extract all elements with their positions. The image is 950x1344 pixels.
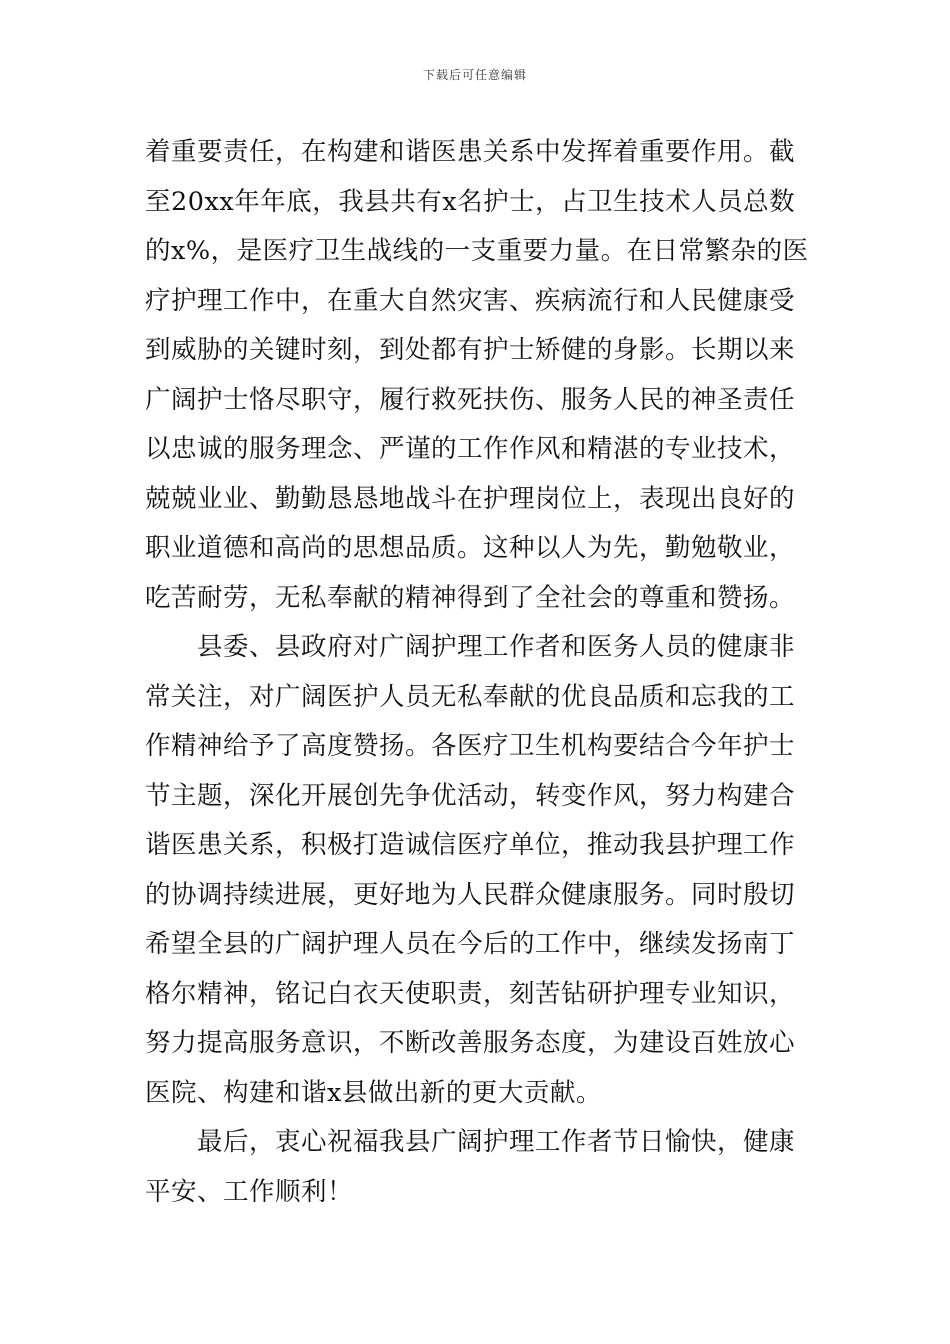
header-note: 下载后可任意编辑: [422, 68, 527, 82]
text-line: 以忠诚的服务理念、严谨的工作作风和精湛的专业技术，: [145, 434, 796, 464]
paragraph-start-line: 县委、县政府对广阔护理工作者和医务人员的健康非: [197, 632, 796, 662]
text-line: 平安、工作顺利！: [145, 1176, 354, 1207]
text-line: 着重要责任，在构建和谐医患关系中发挥着重要作用。截: [145, 137, 796, 167]
text-line: 到威胁的关键时刻，到处都有护士矫健的身影。长期以来: [145, 335, 796, 365]
text-line: 作精神给予了高度赞扬。各医疗卫生机构要结合今年护士: [145, 731, 796, 761]
text-line: 职业道德和高尚的思想品质。这种以人为先，勤勉敬业，: [145, 533, 796, 563]
text-line: 至20xx年年底，我县共有x名护士，占卫生技术人员总数: [145, 186, 796, 217]
text-line: 谐医患关系，积极打造诚信医疗单位，推动我县护理工作: [145, 830, 796, 860]
text-line: 吃苦耐劳，无私奉献的精神得到了全社会的尊重和赞扬。: [145, 582, 796, 613]
text-line: 疗护理工作中，在重大自然灾害、疾病流行和人民健康受: [145, 285, 796, 316]
text-line: 的x%，是医疗卫生战线的一支重要力量。在日常繁杂的医: [145, 236, 809, 266]
text-line: 兢兢业业、勤勤恳恳地战斗在护理岗位上，表现出良好的: [145, 483, 796, 514]
text-line: 格尔精神，铭记白衣天使职责，刻苦钻研护理专业知识，: [145, 978, 796, 1009]
paragraph-start-line: 最后，衷心祝福我县广阔护理工作者节日愉快，健康: [197, 1127, 796, 1157]
body-text: [145, 128, 810, 1217]
text-line: 努力提高服务意识，不断改善服务态度，为建设百姓放心: [145, 1028, 796, 1058]
text-line: 的协调持续进展，更好地为人民群众健康服务。同时殷切: [145, 879, 796, 910]
text-line: 常关注，对广阔医护人员无私奉献的优良品质和忘我的工: [145, 681, 796, 712]
text-line: 医院、构建和谐x县做出新的更大贡献。: [145, 1077, 602, 1108]
text-line: 节主题，深化开展创先争优活动，转变作风，努力构建合: [145, 780, 796, 811]
text-line: 希望全县的广阔护理人员在今后的工作中，继续发扬南丁: [145, 929, 796, 959]
text-line: 广阔护士恪尽职守，履行救死扶伤、服务人民的神圣责任: [145, 384, 796, 415]
